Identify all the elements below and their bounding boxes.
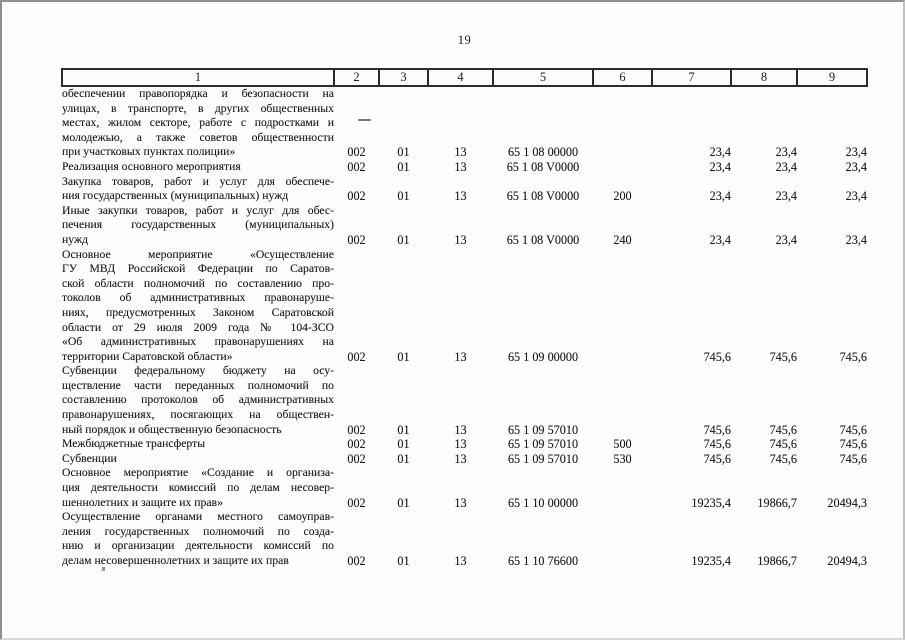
cell-col8: 745,6 — [769, 422, 797, 437]
cell-col7: 745,6 — [703, 422, 731, 437]
cell-col8: 23,4 — [775, 232, 797, 247]
row-text-line: обеспечении правопорядка и безопасности на — [62, 87, 334, 100]
cell-col6: 530 — [613, 451, 632, 466]
cell-col3: 01 — [397, 451, 410, 466]
row-text-line: Иные закупки товаров, работ и услуг для обес- — [62, 203, 334, 217]
row-text-line: правонарушениях, посягающих на обществен- — [62, 408, 334, 422]
row-text-line: улицах, в транспорте, в других общественных — [62, 101, 334, 115]
cell-col4: 13 — [454, 554, 467, 568]
row-text-line: при участковых пунктах полиции» — [62, 145, 236, 159]
cell-col3: 01 — [397, 349, 410, 364]
column-header-3: 3 — [379, 69, 428, 86]
cell-col6 — [593, 248, 652, 365]
table-header-row — [62, 69, 867, 86]
cell-col6: 500 — [613, 437, 632, 452]
row-text-line: ГУ МВД Российской Федерации по Саратов- — [62, 262, 334, 276]
table-header — [62, 69, 867, 86]
cell-col6 — [593, 86, 652, 160]
cell-col8: 19866,7 — [757, 554, 797, 568]
row-text-line: ниях, предусмотренных Законом Саратовской — [62, 305, 334, 319]
cell-col8: 745,6 — [769, 437, 797, 452]
cell-col9: 745,6 — [839, 437, 867, 452]
cell-col3: 01 — [397, 554, 410, 568]
cell-col9: 23,4 — [845, 232, 867, 247]
column-header-6: 6 — [593, 69, 652, 86]
cell-col6 — [593, 510, 652, 568]
cell-col5: 65 1 08 V0000 — [506, 232, 580, 247]
cell-col8: 745,6 — [769, 349, 797, 364]
scan-artifact-dash — [358, 119, 371, 121]
table-row — [62, 175, 867, 204]
table-row — [62, 204, 867, 248]
row-text-line: Субвенции федеральному бюджету на осу- — [62, 364, 334, 378]
row-text-line: ской области полномочий по составлению про- — [62, 276, 334, 290]
cell-col5: 65 1 10 76600 — [507, 554, 579, 568]
cell-col5: 65 1 10 00000 — [507, 495, 579, 510]
cell-col4: 13 — [454, 451, 467, 466]
row-text-line: Основное мероприятие «Осуществление — [62, 247, 334, 261]
cell-col5: 65 1 09 57010 — [507, 437, 579, 452]
row-text-line: ления государственных полномочий по созда- — [62, 524, 334, 538]
budget-table — [61, 68, 868, 569]
cell-col9: 20494,3 — [827, 495, 867, 510]
page-number: 19 — [457, 33, 472, 47]
cell-col7: 23,4 — [709, 159, 731, 174]
column-header-2: 2 — [334, 69, 379, 86]
cell-col2: 002 — [347, 554, 366, 568]
row-text-line: делам несовершеннолетних и защите их прав — [62, 554, 289, 567]
cell-col5: 65 1 09 00000 — [507, 349, 579, 364]
table-row — [62, 466, 867, 510]
table-row — [62, 364, 867, 437]
row-name-cell — [62, 204, 334, 248]
cell-col4: 13 — [454, 189, 467, 204]
cell-col6 — [593, 364, 652, 437]
table-row — [62, 86, 867, 160]
row-name-cell — [62, 364, 334, 437]
table-row — [62, 510, 867, 568]
row-text-line: ный порядок и общественную безопасность — [62, 422, 282, 436]
cell-col7: 23,4 — [709, 145, 731, 160]
row-text-line: области от 29 июля 2009 года № 104-ЗСО — [62, 320, 334, 334]
table-body — [62, 86, 867, 569]
cell-col8: 745,6 — [769, 451, 797, 466]
row-text-line: Межбюджетные трансферты — [62, 437, 206, 451]
row-text-line: составлению протоколов об административных — [62, 393, 334, 407]
row-name-cell — [62, 175, 334, 204]
cell-col3: 01 — [397, 437, 410, 452]
cell-col2: 002 — [347, 189, 366, 204]
cell-col2: 002 — [347, 159, 366, 174]
column-header-4: 4 — [428, 69, 493, 86]
cell-col3: 01 — [397, 145, 410, 160]
cell-col7: 745,6 — [703, 437, 731, 452]
row-text-line: Субвенции — [62, 451, 117, 465]
row-text-line: Основное мероприятие «Создание и организа- — [62, 466, 334, 480]
row-text-line: молодежью, а также советов общественности — [62, 130, 334, 144]
row-text-line: ществление части переданных полномочий по — [62, 378, 334, 392]
row-name-cell — [62, 510, 334, 568]
row-text-line: ния государственных (муниципальных) нужд — [62, 189, 289, 203]
cell-col4: 13 — [454, 145, 467, 160]
cell-col2: 002 — [347, 349, 366, 364]
cell-col6: 240 — [613, 232, 632, 247]
cell-col5: 65 1 09 57010 — [507, 422, 579, 437]
cell-col7: 23,4 — [709, 232, 731, 247]
row-name-cell — [62, 160, 334, 175]
cell-col9: 23,4 — [845, 145, 867, 160]
row-text-line: Осуществление органами местного самоуправ- — [62, 510, 334, 524]
cell-col5: 65 1 08 00000 — [507, 145, 579, 160]
cell-col3: 01 — [397, 189, 410, 204]
column-header-1: 1 — [62, 69, 334, 86]
cell-col7: 19235,4 — [691, 554, 731, 568]
column-header-5: 5 — [493, 69, 593, 86]
cell-col6: 200 — [613, 189, 632, 204]
row-text-line: токолов об административных правонаруше- — [62, 291, 334, 305]
cell-col4: 13 — [454, 437, 467, 452]
cell-col8: 19866,7 — [757, 495, 797, 510]
cell-col3: 01 — [397, 422, 410, 437]
cell-col2: 002 — [347, 451, 366, 466]
cell-col2: 002 — [347, 232, 366, 247]
row-name-cell — [62, 437, 334, 452]
cell-col9: 23,4 — [845, 159, 867, 174]
scan-artifact-speck — [102, 567, 105, 571]
row-text-line: печения государственных (муниципальных) — [62, 218, 334, 232]
cell-col5: 65 1 09 57010 — [507, 451, 579, 466]
cell-col9: 23,4 — [845, 189, 867, 204]
row-name-cell — [62, 466, 334, 510]
cell-col8: 23,4 — [775, 159, 797, 174]
cell-col4: 13 — [454, 422, 467, 437]
cell-col5: 65 1 08 V0000 — [506, 159, 580, 174]
cell-col4: 13 — [454, 232, 467, 247]
row-name-cell — [62, 452, 334, 467]
column-header-7: 7 — [652, 69, 731, 86]
column-header-9: 9 — [797, 69, 867, 86]
table-row — [62, 437, 867, 452]
cell-col7: 745,6 — [703, 349, 731, 364]
cell-col2: 002 — [347, 422, 366, 437]
cell-col7: 19235,4 — [691, 495, 731, 510]
row-text-line: Реализация основного мероприятия — [62, 159, 241, 173]
cell-col5: 65 1 08 V0000 — [506, 189, 580, 204]
cell-col7: 23,4 — [709, 189, 731, 204]
row-text-line: нужд — [62, 232, 88, 246]
cell-col9: 745,6 — [839, 422, 867, 437]
cell-col9: 20494,3 — [827, 554, 867, 568]
cell-col4: 13 — [454, 495, 467, 510]
cell-col8: 23,4 — [775, 145, 797, 160]
table-row — [62, 452, 867, 467]
table-row — [62, 160, 867, 175]
row-text-line: местах, жилом секторе, работе с подростками и — [62, 116, 334, 130]
cell-col6 — [593, 160, 652, 175]
cell-col9: 745,6 — [839, 451, 867, 466]
cell-col2: 002 — [347, 145, 366, 160]
cell-col8: 23,4 — [775, 189, 797, 204]
cell-col3: 01 — [397, 232, 410, 247]
cell-col3: 01 — [397, 159, 410, 174]
cell-col4: 13 — [454, 349, 467, 364]
row-text-line: шеннолетних и защите их прав» — [62, 495, 223, 509]
row-text-line: «Об административных правонарушениях на — [62, 335, 334, 349]
table-row — [62, 248, 867, 365]
cell-col2: 002 — [347, 437, 366, 452]
row-name-cell — [62, 86, 334, 160]
row-name-cell — [62, 248, 334, 365]
cell-col7: 745,6 — [703, 451, 731, 466]
cell-col4: 13 — [454, 159, 467, 174]
row-text-line: территории Саратовской области» — [62, 349, 233, 363]
row-text-line: ция деятельности комиссий по делам несовер- — [62, 481, 334, 495]
cell-col6 — [593, 466, 652, 510]
column-header-8: 8 — [731, 69, 797, 86]
row-text-line: нию и организации деятельности комиссий по — [62, 539, 334, 553]
cell-col9: 745,6 — [839, 349, 867, 364]
cell-col2: 002 — [347, 495, 366, 510]
cell-col3: 01 — [397, 495, 410, 510]
row-text-line: Закупка товаров, работ и услуг для обеспече- — [62, 174, 334, 188]
